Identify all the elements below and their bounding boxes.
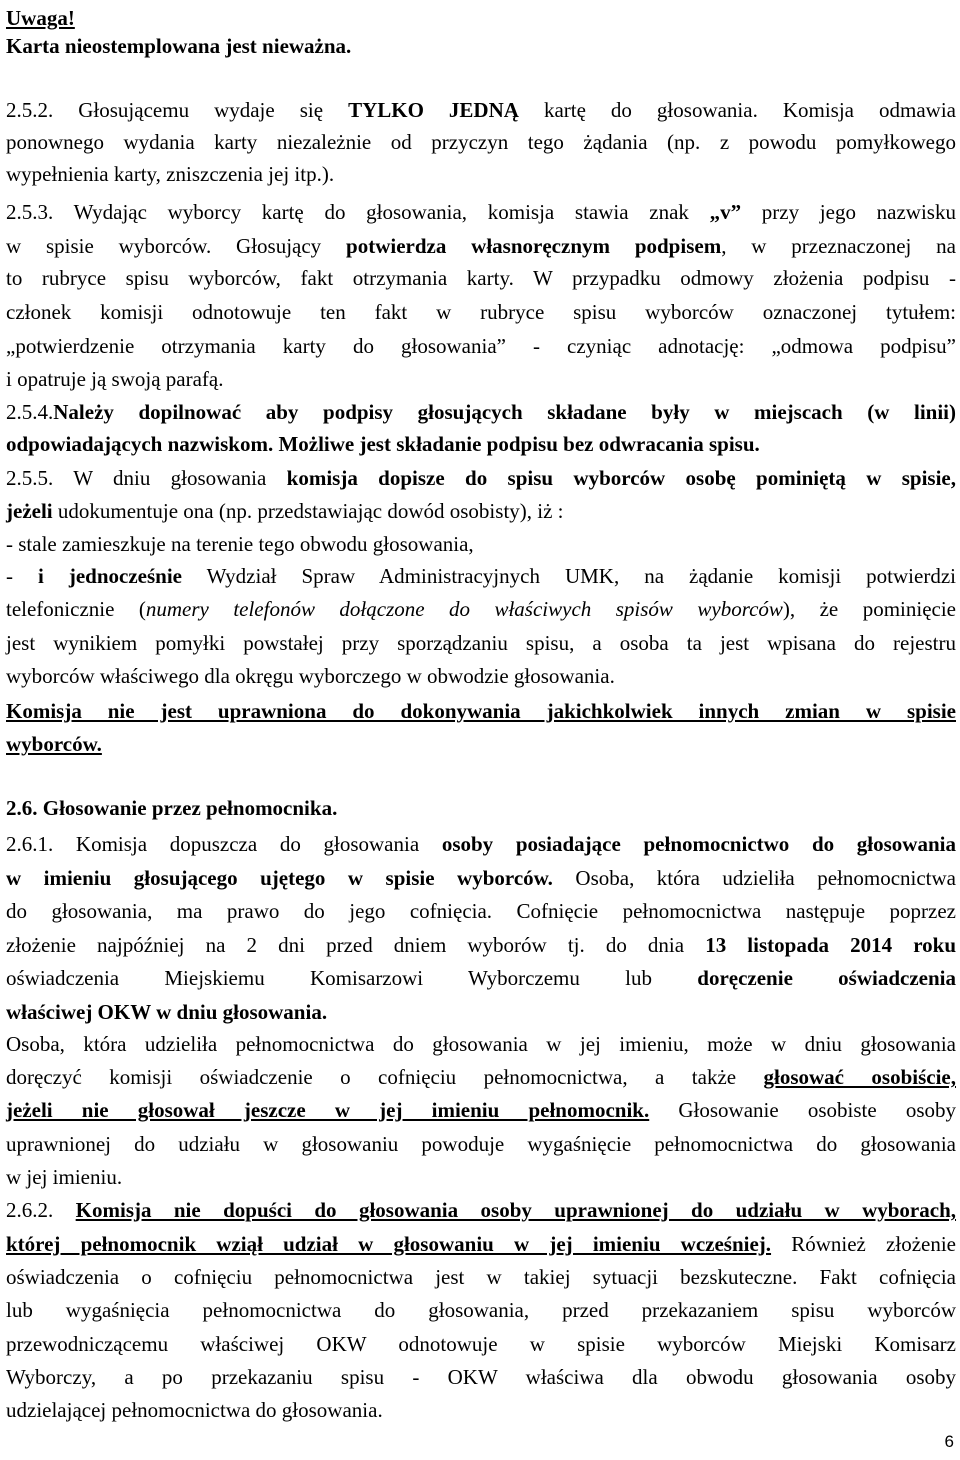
text-line — [6, 1028, 956, 1060]
text-run: Komisja nie dopuści do głosowania osoby uprawnionej do udziału w wyborach, — [75, 1198, 957, 1222]
text-line — [6, 428, 956, 460]
text-line — [6, 828, 956, 860]
text-run: doręczenie oświadczenia — [697, 966, 956, 990]
text-run: „v” — [709, 200, 742, 224]
text-run: w imieniu głosującego ujętego w spisie wyborców. — [6, 866, 553, 890]
text-line — [6, 895, 956, 927]
text-run: telefonicznie ( — [6, 597, 146, 621]
text-run: oświadczenia Miejskiemu Komisarzowi Wyborczemu lub — [6, 966, 698, 990]
text-run: 2.5.2. Głosującemu wydaje się — [6, 98, 349, 122]
text-run: przy jego nazwisku — [741, 200, 956, 224]
text-run: członek komisji odnotowuje ten fakt w rubryce spisu wyborców oznaczonej tytułem: — [6, 300, 956, 324]
text-run: 13 listopada 2014 roku — [705, 933, 956, 957]
text-run: lub wygaśnięcia pełnomocnictwa do głosowania, przed przekazaniem spisu wyborców — [6, 1298, 956, 1322]
text-run: TYLKO JEDNĄ — [348, 98, 519, 122]
text-run: Głosowanie osobiste osoby — [649, 1098, 956, 1122]
text-line — [6, 1328, 956, 1360]
text-run: Również złożenie — [771, 1232, 956, 1256]
text-line — [6, 660, 956, 692]
text-line — [6, 30, 956, 62]
text-line — [6, 862, 956, 894]
text-run: jeżeli — [6, 499, 53, 523]
text-line — [6, 996, 956, 1028]
text-line — [6, 792, 956, 824]
text-run: wyborców właściwego dla okręgu wyborczego w obwodzie głosowania. — [6, 664, 615, 688]
text-run: Osoba, która udzieliła pełnomocnictwa do głosowania w jej imieniu, może w dniu głosowania — [6, 1032, 956, 1056]
text-line — [6, 230, 956, 262]
text-run: Wydział Spraw Administracyjnych UMK, na żądanie komisji potwierdzi — [181, 564, 956, 588]
text-run: - — [6, 564, 38, 588]
text-run: 2.6.2. — [6, 1198, 76, 1222]
text-run: wypełnienia karty, zniszczenia jej itp.). — [6, 162, 335, 186]
text-line — [6, 296, 956, 328]
text-run: której pełnomocnik wziął udział w głosowaniu w jej imieniu wcześniej. — [6, 1232, 772, 1256]
text-run: udokumentuje ona (np. przedstawiając dowód osobisty), iż : — [52, 499, 564, 523]
text-line — [6, 627, 956, 659]
text-run: Wyborczy, a po przekazaniu spisu - OKW właściwa dla obwodu głosowania osoby — [6, 1365, 956, 1389]
text-line — [6, 158, 956, 190]
text-line — [6, 462, 956, 494]
text-run: oświadczenia o cofnięciu pełnomocnictwa jest w takiej sytuacji bezskuteczne. Fakt cofnięcia — [6, 1265, 956, 1289]
text-run: złożenie najpóźniej na 2 dni przed dniem wyborów tj. do dnia — [6, 933, 706, 957]
text-run: właściwej OKW w dniu głosowania. — [6, 1000, 328, 1024]
text-line — [6, 126, 956, 158]
text-run: „potwierdzenie otrzymania karty do głosowania” - czyniąc adnotację: „odmowa podpisu” — [6, 334, 956, 358]
text-run: jest wynikiem pomyłki powstałej przy sporządzaniu spisu, a osoba ta jest wpisana do rejestru — [6, 631, 956, 655]
text-run: jeżeli nie głosował jeszcze w jej imieniu pełnomocnik. — [6, 1098, 650, 1122]
text-line — [6, 495, 956, 527]
text-line — [6, 1128, 956, 1160]
text-line — [6, 593, 956, 625]
text-run: 2.5.5. W dniu głosowania — [6, 466, 287, 490]
text-run: to rubryce spisu wyborców, fakt otrzymania karty. W przypadku odmowy złożenia podpisu - — [6, 266, 956, 290]
text-line — [6, 330, 956, 362]
text-run: i opatruje ją swoją parafą. — [6, 367, 224, 391]
text-line — [6, 1228, 956, 1260]
text-run: numery telefonów dołączone do właściwych spisów wyborców — [145, 597, 783, 621]
text-line — [6, 1161, 956, 1193]
text-run: potwierdza własnoręcznym podpisem — [346, 234, 722, 258]
text-run: głosować osobiście, — [763, 1065, 956, 1089]
page-number: 6 — [944, 1432, 954, 1451]
text-line — [6, 396, 956, 428]
text-run: przewodniczącemu właściwej OKW odnotowuje w spisie wyborców Miejski Komisarz — [6, 1332, 956, 1356]
text-line — [6, 196, 956, 228]
text-run: wyborców. — [6, 732, 102, 756]
text-run: 2.5.4. — [6, 400, 54, 424]
text-line — [6, 1194, 956, 1226]
text-run: doręczyć komisji oświadczenie o cofnięciu pełnomocnictwa, a także — [6, 1065, 764, 1089]
text-run: w spisie wyborców. Głosujący — [6, 234, 347, 258]
text-run: , w przeznaczonej na — [721, 234, 957, 258]
text-run: ponownego wydania karty niezależnie od przyczyn tego żądania (np. z powodu pomyłkowego — [6, 130, 956, 154]
text-run: w jej imieniu. — [6, 1165, 123, 1189]
text-line — [6, 1294, 956, 1326]
text-run: Należy dopilnować aby podpisy głosujących składane były w miejscach (w linii) — [53, 400, 956, 424]
text-run: i jednocześnie — [38, 564, 182, 588]
text-line — [6, 1261, 956, 1293]
text-line — [6, 363, 956, 395]
text-run: 2.6.1. Komisja dopuszcza do głosowania — [6, 832, 442, 856]
text-line — [6, 728, 956, 760]
text-run: udzielającej pełnomocnictwa do głosowania. — [6, 1398, 383, 1422]
text-line — [6, 1394, 956, 1426]
text-run: Uwaga! — [6, 6, 75, 30]
text-run: kartę do głosowania. Komisja odmawia — [518, 98, 956, 122]
text-run: osoby posiadające pełnomocnictwo do głosowania — [441, 832, 956, 856]
text-run: komisja dopisze do spisu wyborców osobę pominiętą w spisie, — [286, 466, 957, 490]
text-run: 2.5.3. Wydając wyborcy kartę do głosowania, komisja stawia znak — [6, 200, 710, 224]
text-run: ), że pominięcie — [782, 597, 957, 621]
text-line — [6, 1094, 956, 1126]
text-run: Karta nieostemplowana jest nieważna. — [6, 34, 352, 58]
text-line — [6, 262, 956, 294]
text-line — [6, 695, 956, 727]
text-run: Osoba, która udzieliła pełnomocnictwa — [552, 866, 956, 890]
text-line — [6, 929, 956, 961]
text-run: 2.6. Głosowanie przez pełnomocnika. — [6, 796, 338, 820]
text-run: do głosowania, ma prawo do jego cofnięcia. Cofnięcie pełnomocnictwa następuje poprzez — [6, 899, 956, 923]
text-line — [6, 1361, 956, 1393]
text-run: odpowiadających nazwiskom. Możliwe jest składanie podpisu bez odwracania spisu. — [6, 432, 760, 456]
text-run: - stale zamieszkuje na terenie tego obwodu głosowania, — [6, 532, 474, 556]
text-line — [6, 1061, 956, 1093]
text-run: uprawnionej do udziału w głosowaniu powoduje wygaśnięcie pełnomocnictwa do głosowania — [6, 1132, 956, 1156]
text-line — [6, 962, 956, 994]
text-line — [6, 560, 956, 592]
text-run: Komisja nie jest uprawniona do dokonywania jakichkolwiek innych zmian w spisie — [6, 699, 956, 723]
text-line — [6, 528, 956, 560]
text-line — [6, 94, 956, 126]
